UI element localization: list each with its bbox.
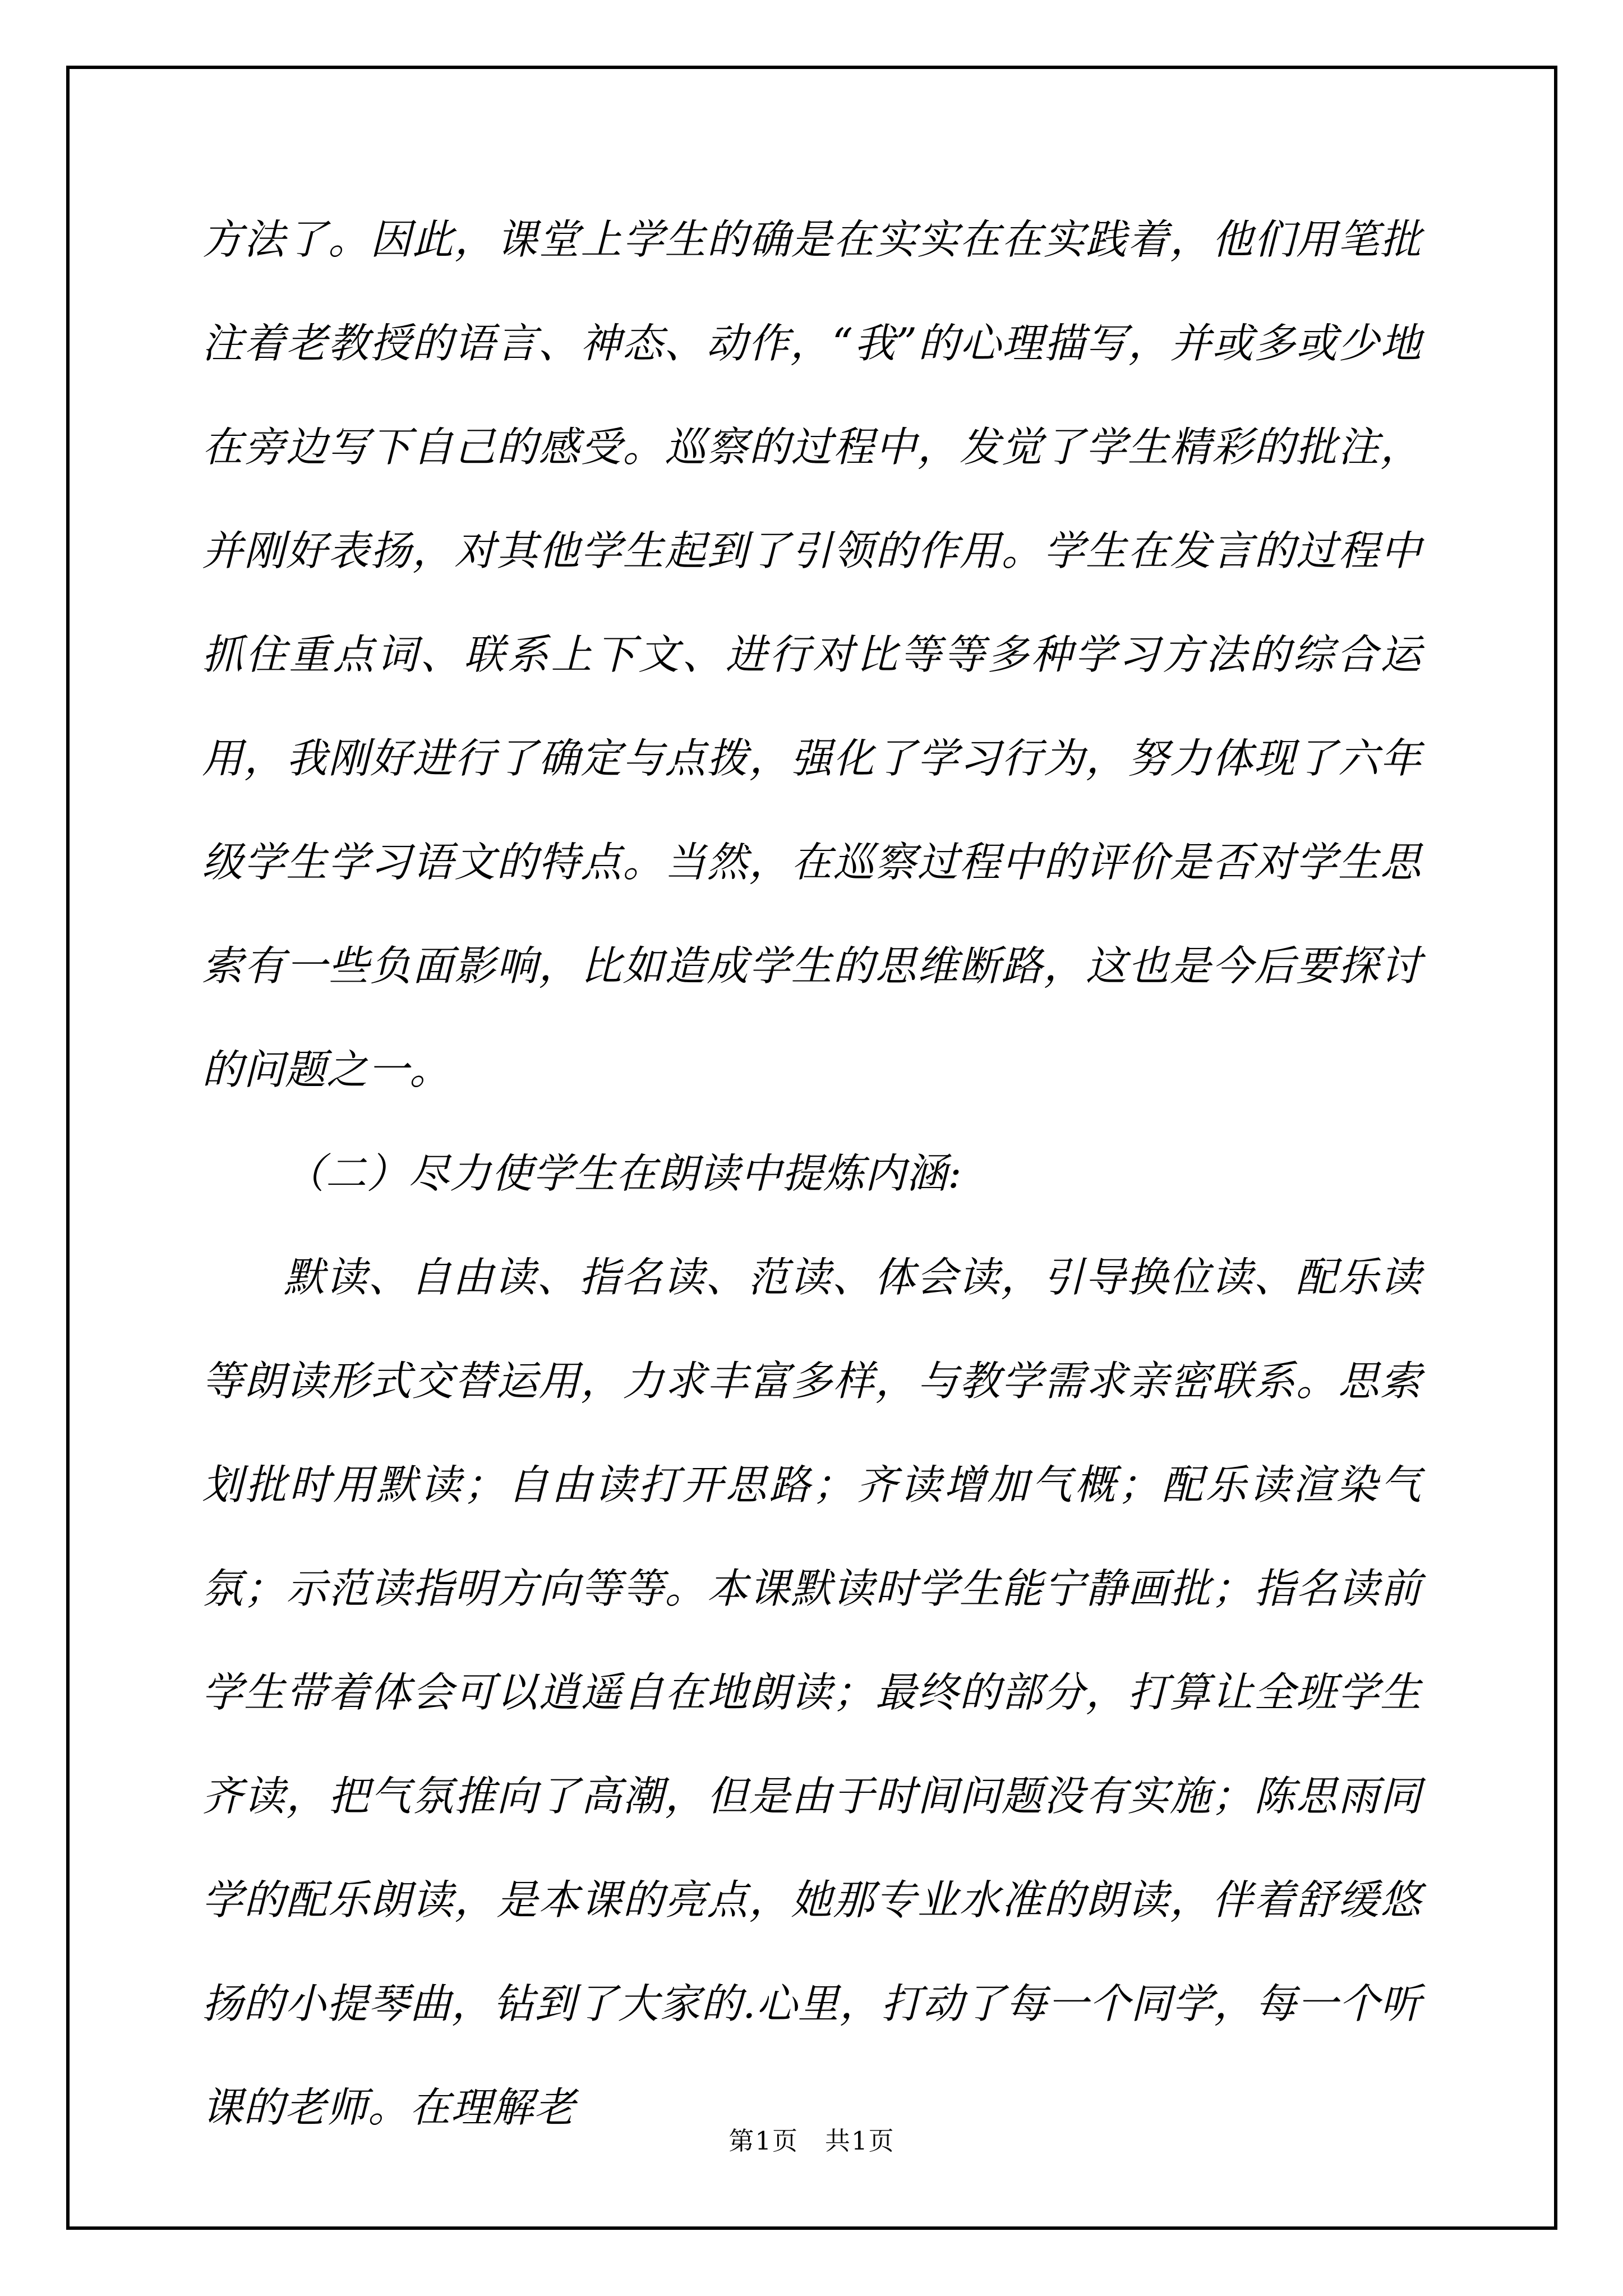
paragraph-continuation: 方法了。因此，课堂上学生的确是在实实在在实践着，他们用笔批注着老教授的语言、神态、动作，“我”的心理描写，并或多或少地在旁边写下自己的感受。巡察的过程中，发觉了学生精彩的批注，并刚好表扬，对其他学生起到了引领的作用。学生在发言的过程中抓住重点词、联系上下文、进行对比等等多种学习方法的综合运用，我刚好进行了确定与点拨，强化了学习行为，努力体现了六年级学生学习语文的特点。当然，在巡察过程中的评价是否对学生思索有一些负面影响，比如造成学生的思维断路，这也是今后要探讨的问题之一。: [202, 216, 1422, 1094]
document-body: [202, 188, 1422, 2160]
paragraph-section-heading: （二）尽力使学生在朗读中提炼内涵:: [284, 1150, 962, 1198]
page-border: [66, 66, 1557, 2230]
page-number-label: 第1页 共1页: [728, 2126, 895, 2156]
paragraph-body: 默读、自由读、指名读、范读、体会读，引导换位读、配乐读等朗读形式交替运用，力求丰富多样，与教学需求亲密联系。思索划批时用默读；自由读打开思路；齐读增加气概；配乐读渲染气氛；示范读指明方向等等。本课默读时学生能宁静画批；指名读前学生带着体会可以逍遥自在地朗读；最终的部分，打算让全班学生齐读，把气氛推向了高潮，但是由于时间问题没有实施；陈思雨同学的配乐朗读，是本课的亮点，她那专业水准的朗读，伴着舒缓悠扬的小提琴曲，钻到了大家的.心里，打动了每一个同学，每一个听课的老师。在理解老: [202, 1254, 1422, 2132]
